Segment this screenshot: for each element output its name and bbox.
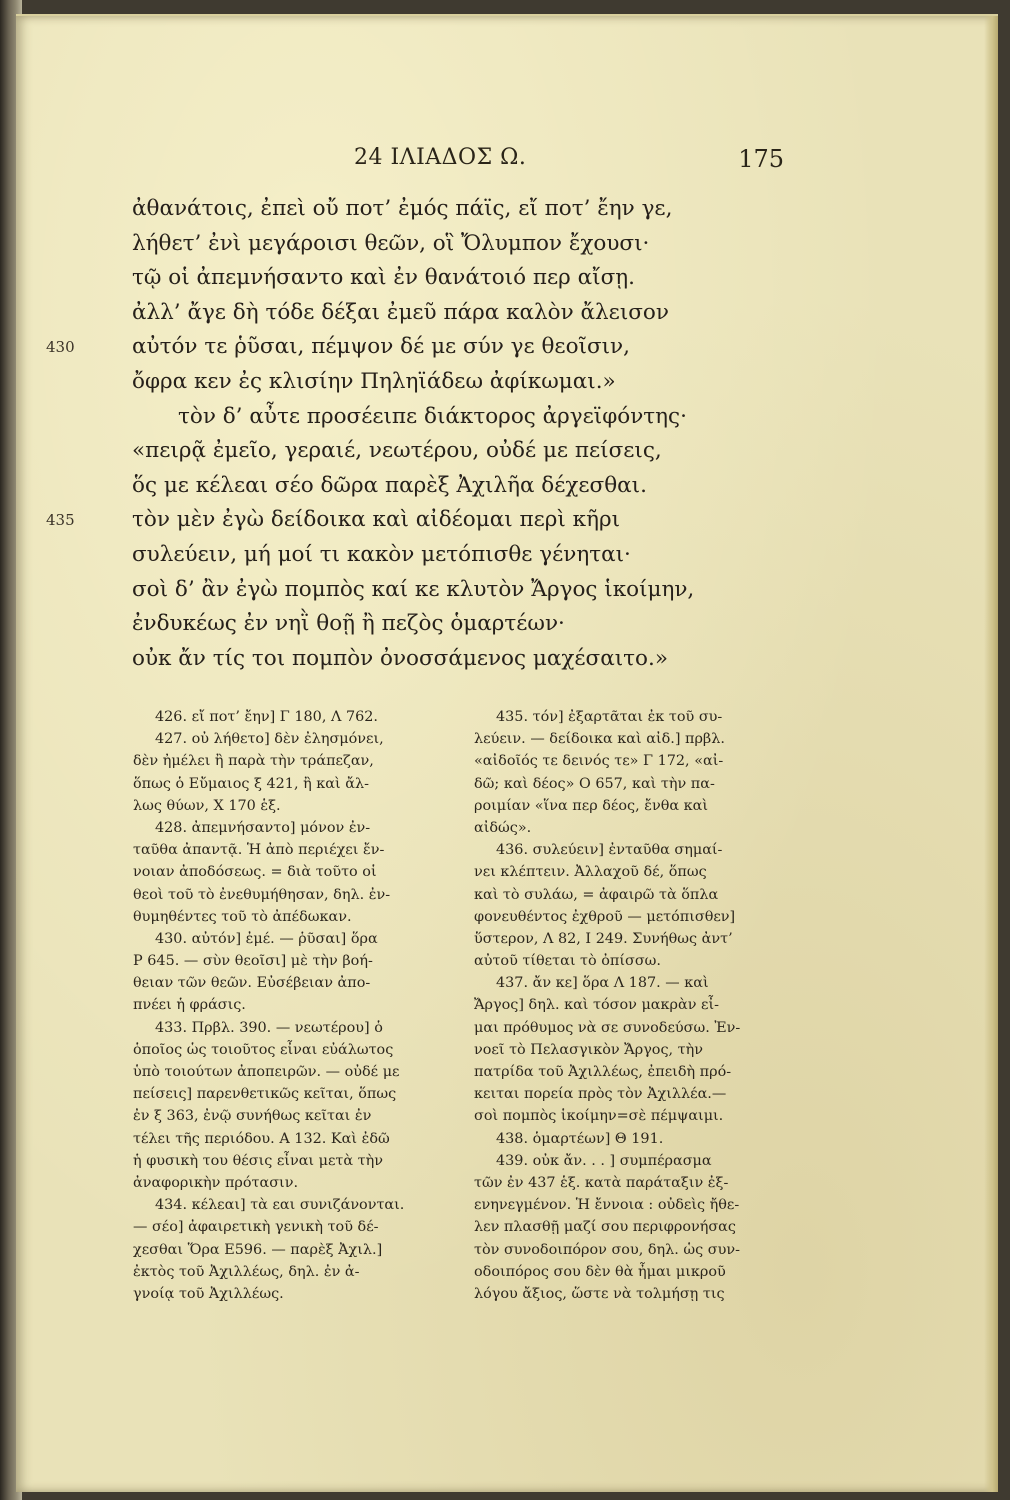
page-number: 175 xyxy=(738,145,784,173)
verse-block xyxy=(46,192,782,676)
note-line: 430. αὐτόν] ἐμέ. — ῥῦσαι] ὅρα xyxy=(155,930,378,947)
verse-line: ἀλλ’ ἄγε δὴ τόδε δέξαι ἐμεῦ πάρα καλὸν ἄλεισον xyxy=(132,299,669,325)
note-line: ενηνεγμένον. Ἡ ἔννοια : οὐδεὶς ἤθε- xyxy=(474,1197,740,1214)
header-title: 24 ΙΛΙΑΔΟΣ Ω. xyxy=(354,145,527,170)
note-line: κειται πορεία πρὸς τὸν Ἀχιλλέα.— xyxy=(474,1086,727,1103)
verse-line-text: τὸν μὲν ἐγὼ δείδοικα καὶ αἰδέομαι περὶ κῆρι xyxy=(132,507,621,533)
note-line: νοεῖ τὸ Πελασγικὸν Ἄργος, τὴν xyxy=(474,1041,703,1058)
note-line: — σέο] ἀφαιρετικὴ γενικὴ τοῦ δέ- xyxy=(133,1219,379,1236)
note-line: πατρίδα τοῦ Ἀχιλλέως, ἐπειδὴ πρό- xyxy=(474,1064,732,1080)
note-line: 439. οὐκ ἄν. . . ] συμπέρασμα xyxy=(496,1152,712,1169)
note-line: ἐκτὸς τοῦ Ἀχιλλέως, δηλ. ἐν ἀ- xyxy=(133,1263,360,1280)
commentary-left-column xyxy=(133,706,440,1305)
note-line: λεύειν. — δείδοικα καὶ αἰδ.] πρβλ. xyxy=(474,731,725,748)
note-line: 436. συλεύειν] ἐνταῦθα σημαί- xyxy=(496,842,723,859)
note-line: φονευθέντος ἐχθροῦ — μετόπισθεν] xyxy=(474,908,736,925)
note-line: ὁποῖος ὡς τοιοῦτος εἶναι εὐάλωτος xyxy=(133,1041,394,1058)
verse-line: ἐνδυκέως ἐν νηῒ θοῇ ἢ πεζὸς ὁμαρτέων· xyxy=(132,611,565,637)
note-line: δῶ; καὶ δέος» Ο 657, καὶ τὴν πα- xyxy=(474,775,715,792)
verse-line: ὄφρα κεν ἐς κλισίην Πηληϊάδεω ἀφίκωμαι.» xyxy=(132,368,616,394)
verse-line: «πειρᾷ ἐμεῖο, γεραιέ, νεωτέρου, οὐδέ με πείσεις, xyxy=(132,438,662,464)
note-line: ροιμίαν «ἵνα περ δέος, ἔνθα καὶ xyxy=(474,797,709,814)
note-line: 438. ὁμαρτέων] Θ 191. xyxy=(496,1130,664,1147)
note-line: ἀναφορικὴν πρότασιν. xyxy=(133,1174,299,1191)
note-line: ἐν ξ 363, ἐνῷ συνήθως κεῖται ἐν xyxy=(133,1108,372,1125)
note-line: ταῦθα ἀπαντᾷ. Ἡ ἀπὸ περιέχει ἔν- xyxy=(133,842,385,859)
running-header xyxy=(354,145,784,185)
note-line: 437. ἄν κε] ὅρα Λ 187. — καὶ xyxy=(496,975,709,992)
note-line: μαι πρόθυμος νὰ σε συνοδεύσω. Ἐν- xyxy=(474,1019,741,1036)
note-line: 427. οὐ λήθετο] δὲν ἐλησμόνει, xyxy=(155,731,384,748)
verse-line: οὐκ ἄν τίς τοι πομπὸν ὀνοσσάμενος μαχέσαιτο.» xyxy=(132,645,668,671)
verse-line-435 xyxy=(46,503,782,538)
note-line: χεσθαι Ὅρα Ε596. — παρὲξ Ἀχιλ.] xyxy=(133,1241,383,1258)
note-line: Ρ 645. — σὺν θεοῖσι] μὲ τὴν βοή- xyxy=(133,953,373,970)
verse-line: ὅς με κέλεαι σέο δῶρα παρὲξ Ἀχιλῆα δέχεσθαι. xyxy=(132,472,647,498)
note-line: 428. ἀπεμνήσαντο] μόνον ἐν- xyxy=(155,819,371,836)
note-line: γνοίᾳ τοῦ Ἀχιλλέως. xyxy=(133,1285,284,1302)
note-line: ὑπὸ τοιούτων ἀποπειρῶν. — οὐδέ με xyxy=(133,1064,400,1080)
note-line: 434. κέλεαι] τὰ εαι συνιζάνονται. xyxy=(155,1197,405,1214)
line-number: 430 xyxy=(46,338,75,357)
note-line: 435. τόν] ἐξαρτᾶται ἐκ τοῦ συ- xyxy=(496,709,723,725)
note-line: τὸν συνοδοιπόρον σου, δηλ. ὡς συν- xyxy=(474,1241,740,1258)
note-line: δὲν ἠμέλει ἢ παρὰ τὴν τράπεζαν, xyxy=(133,753,374,770)
note-line: λεν πλασθῇ μαζί σου περιφρονήσας xyxy=(474,1219,736,1236)
note-line: λως θύων, Χ 170 ἑξ. xyxy=(133,797,281,814)
verse-line-text: αὐτόν τε ῥῦσαι, πέμψον δέ με σύν γε θεοῖσιν, xyxy=(132,334,630,360)
verse-line: τὸν δ’ αὖτε προσέειπε διάκτορος ἀργεϊφόντης· xyxy=(178,403,687,429)
verse-line-430 xyxy=(46,330,782,365)
note-line: νει κλέπτειν. Ἀλλαχοῦ δέ, ὅπως xyxy=(474,864,707,881)
verse-line: σοὶ δ’ ἂν ἐγὼ πομπὸς καί κε κλυτὸν Ἄργος ἱκοίμην, xyxy=(132,576,695,602)
note-line: 433. Πρβλ. 390. — νεωτέρου] ὁ xyxy=(155,1019,383,1036)
page-edge xyxy=(984,16,998,1492)
commentary-right-column xyxy=(474,706,782,1305)
verse-line: λήθετ’ ἐνὶ μεγάροισι θεῶν, οἳ Ὄλυμπον ἔχουσι· xyxy=(132,230,650,256)
note-line: πνέει ἡ φράσις. xyxy=(133,997,246,1014)
note-line: πείσεις] παρενθετικῶς κεῖται, ὅπως xyxy=(133,1086,397,1103)
note-line: 426. εἴ ποτ’ ἔην] Γ 180, Λ 762. xyxy=(155,709,378,725)
note-line: θεοὶ τοῦ τὸ ἐνεθυμήθησαν, δηλ. ἐν- xyxy=(133,886,391,903)
verse-line: συλεύειν, μή μοί τι κακὸν μετόπισθε γένηται· xyxy=(132,541,631,567)
note-line: καὶ τὸ συλάω, = ἀφαιρῶ τὰ ὅπλα xyxy=(474,886,719,903)
note-line: νοιαν ἀποδόσεως. = διὰ τοῦτο οἱ xyxy=(133,864,377,881)
note-line: ὕστερον, Λ 82, Ι 249. Συνήθως ἀντ’ xyxy=(474,930,733,947)
note-line: οδοιπόρος σου δὲν θὰ ἦμαι μικροῦ xyxy=(474,1263,726,1280)
note-line: τέλει τῆς περιόδου. Α 132. Καὶ ἐδῶ xyxy=(133,1130,390,1147)
note-line: Ἄργος] δηλ. καὶ τόσον μακρὰν εἶ- xyxy=(474,997,719,1014)
note-line: τῶν ἐν 437 ἑξ. κατὰ παράταξιν ἐξ- xyxy=(474,1174,729,1191)
verse-line: ἀθανάτοις, ἐπεὶ οὔ ποτ’ ἐμός πάϊς, εἴ ποτ’ ἔην γε, xyxy=(132,196,673,221)
note-line: «αἰδοῖός τε δεινός τε» Γ 172, «αἰ- xyxy=(474,753,724,770)
note-line: σοὶ πομπὸς ἱκοίμην=σὲ πέμψαιμι. xyxy=(474,1108,724,1125)
note-line: αὐτοῦ τίθεται τὸ ὀπίσσω. xyxy=(474,953,661,970)
line-number: 435 xyxy=(46,511,75,530)
note-line: ἡ φυσικὴ του θέσις εἶναι μετὰ τὴν xyxy=(133,1152,384,1169)
note-line: λόγου ἄξιος, ὥστε νὰ τολμήσῃ τις xyxy=(474,1285,725,1302)
note-line: ὅπως ὁ Εὔμαιος ξ 421, ἢ καὶ ἄλ- xyxy=(133,775,369,792)
note-line: θειαν τῶν θεῶν. Εὐσέβειαν ἀπο- xyxy=(133,975,371,992)
verse-line: τῷ οἱ ἀπεμνήσαντο καὶ ἐν θανάτοιό περ αἴσῃ. xyxy=(132,265,635,291)
note-line: αἰδώς». xyxy=(474,819,532,836)
note-line: θυμηθέντες τοῦ τὸ ἀπέδωκαν. xyxy=(133,908,352,925)
